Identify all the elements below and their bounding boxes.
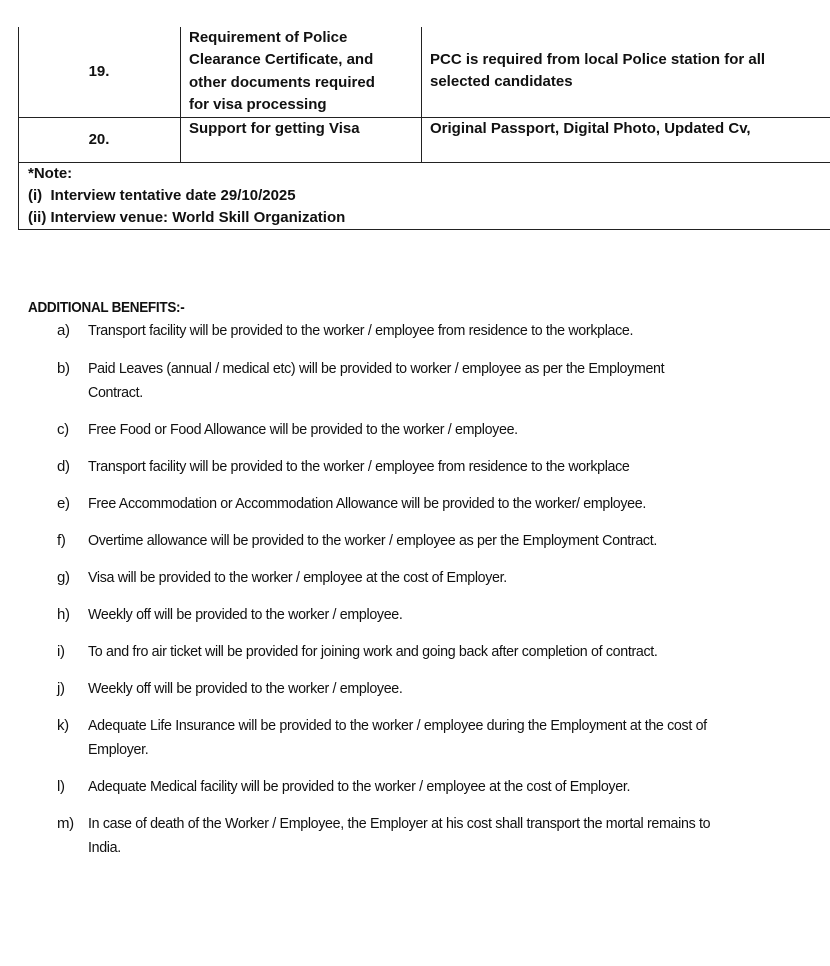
item-text: Transport facility will be provided to the worker / employee from residence to the workplace bbox=[88, 458, 630, 475]
list-item bbox=[28, 775, 823, 799]
item-line: Clearance Certificate, and bbox=[189, 51, 374, 69]
list-item bbox=[28, 418, 823, 442]
list-item bbox=[28, 603, 823, 627]
item-text: Overtime allowance will be provided to the worker / employee as per the Employment Contract. bbox=[88, 532, 657, 549]
list-item bbox=[28, 357, 823, 405]
item-text: Adequate Life Insurance will be provided to the worker / employee during the Employment at the cost of Employer. bbox=[88, 717, 707, 758]
note-line: (ii) Interview venue: World Skill Organization bbox=[28, 209, 346, 226]
item-label: f) bbox=[57, 532, 66, 549]
detail-line: PCC is required from local Police station for all bbox=[430, 51, 766, 68]
detail-line: Original Passport, Digital Photo, Updated Cv, bbox=[430, 120, 751, 137]
item-label: c) bbox=[57, 421, 69, 438]
detail-line: selected candidates bbox=[430, 73, 573, 91]
item-label: e) bbox=[57, 495, 70, 512]
list-item bbox=[28, 714, 823, 762]
item-label: b) bbox=[57, 360, 70, 377]
section-heading: ADDITIONAL BENEFITS:- bbox=[28, 300, 185, 316]
item-label: j) bbox=[57, 680, 65, 697]
item-text: Adequate Medical facility will be provided to the worker / employee at the cost of Employer. bbox=[88, 778, 631, 795]
list-item bbox=[28, 319, 823, 343]
table-bottom-border bbox=[18, 229, 830, 230]
item-line: for visa processing bbox=[189, 95, 327, 113]
note-title: *Note: bbox=[28, 165, 73, 182]
list-item bbox=[28, 566, 823, 590]
list-item bbox=[28, 812, 823, 860]
item-text: Visa will be provided to the worker / employee at the cost of Employer. bbox=[88, 569, 507, 586]
item-text: To and fro air ticket will be provided for joining work and going back after completion of contract. bbox=[88, 643, 658, 660]
item-text: Free Accommodation or Accommodation Allowance will be provided to the worker/ employee. bbox=[88, 495, 646, 512]
list-item bbox=[28, 529, 823, 553]
additional-benefits-section bbox=[28, 300, 823, 873]
row-item bbox=[189, 27, 375, 116]
item-label: k) bbox=[57, 717, 69, 734]
list-item bbox=[28, 455, 823, 479]
item-label: a) bbox=[57, 322, 70, 339]
benefits-list bbox=[28, 319, 823, 860]
row-item bbox=[189, 118, 360, 140]
list-item bbox=[28, 640, 823, 664]
item-line: other documents required bbox=[189, 73, 375, 91]
item-label: l) bbox=[57, 778, 65, 795]
item-label: i) bbox=[57, 643, 65, 660]
item-label: d) bbox=[57, 458, 70, 475]
item-label: m) bbox=[57, 815, 74, 832]
item-text: Paid Leaves (annual / medical etc) will be provided to worker / employee as per the Employment Contract. bbox=[88, 360, 665, 401]
row-detail bbox=[430, 49, 765, 94]
requirements-table bbox=[18, 27, 830, 230]
row-number: 20. bbox=[88, 131, 110, 148]
note-line: (i) Interview tentative date 29/10/2025 bbox=[28, 187, 296, 204]
table-left-border bbox=[18, 27, 19, 230]
item-line: Support for getting Visa bbox=[189, 120, 360, 137]
table-note bbox=[28, 163, 345, 229]
item-text: In case of death of the Worker / Employee, the Employer at his cost shall transport the mortal remains to India. bbox=[88, 815, 711, 856]
item-text: Free Food or Food Allowance will be provided to the worker / employee. bbox=[88, 421, 518, 438]
item-line: Requirement of Police bbox=[189, 29, 348, 46]
item-text: Weekly off will be provided to the worker / employee. bbox=[88, 680, 403, 697]
item-text: Transport facility will be provided to the worker / employee from residence to the workplace. bbox=[88, 322, 634, 339]
table-col-divider-2 bbox=[421, 27, 422, 162]
list-item bbox=[28, 677, 823, 701]
list-item bbox=[28, 492, 823, 516]
item-label: h) bbox=[57, 606, 70, 623]
table-col-divider-1 bbox=[180, 27, 181, 162]
item-text: Weekly off will be provided to the worker / employee. bbox=[88, 606, 403, 623]
row-number: 19. bbox=[88, 63, 110, 80]
row-detail bbox=[430, 118, 751, 140]
item-label: g) bbox=[57, 569, 70, 586]
